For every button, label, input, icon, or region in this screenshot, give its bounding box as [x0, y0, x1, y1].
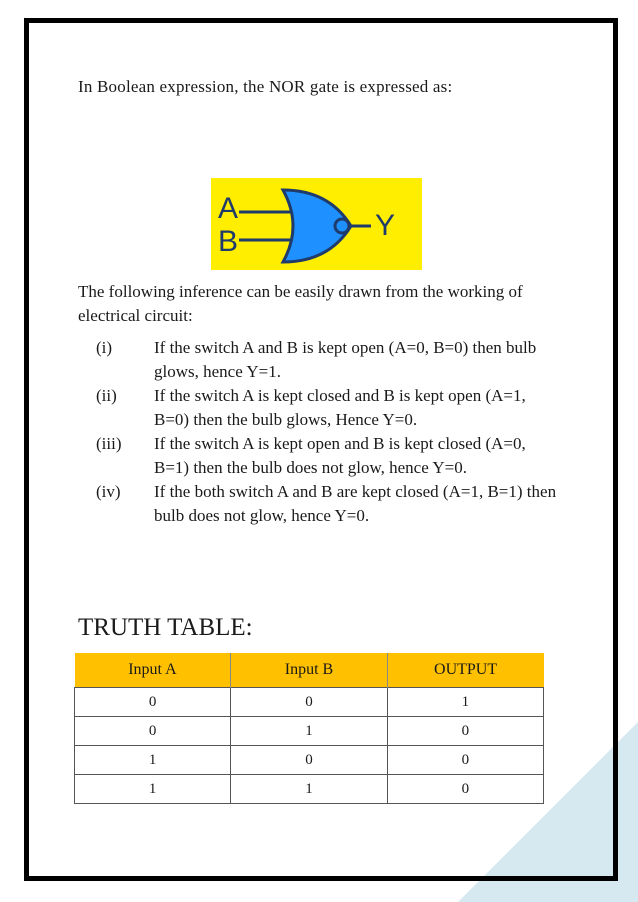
intro-text: In Boolean expression, the NOR gate is expressed as:	[78, 77, 453, 96]
list-item-text: If the switch A and B is kept open (A=0, B=0) then bulb glows, hence Y=1.	[154, 338, 537, 381]
list-item	[78, 384, 568, 432]
list-item-text: If the switch A is kept open and B is kept closed (A=0, B=1) then the bulb does not glow, hence Y=0.	[154, 434, 526, 477]
table-cell: 0	[231, 746, 387, 775]
inference-list	[78, 336, 568, 528]
table-cell: 0	[387, 775, 543, 804]
table-cell: 1	[231, 717, 387, 746]
table-cell: 1	[387, 688, 543, 717]
list-item-number: (iii)	[96, 434, 122, 453]
table-row	[75, 688, 544, 717]
table-cell: 0	[231, 688, 387, 717]
table-cell: 1	[231, 775, 387, 804]
gate-input-a-label: A	[218, 192, 239, 225]
list-item-number: (ii)	[96, 386, 117, 405]
list-item-number: (iv)	[96, 482, 121, 501]
gate-output-y-label: Y	[375, 209, 396, 242]
table-row	[75, 746, 544, 775]
truth-table	[74, 653, 544, 804]
list-item	[78, 336, 568, 384]
list-item	[78, 432, 568, 480]
table-cell: 1	[75, 775, 231, 804]
list-item-number: (i)	[96, 338, 113, 357]
table-row	[75, 717, 544, 746]
table-cell: 0	[387, 746, 543, 775]
table-header-row	[75, 653, 544, 688]
table-cell: 1	[75, 746, 231, 775]
list-item	[78, 480, 568, 528]
table-cell: 0	[75, 717, 231, 746]
inference-text: The following inference can be easily drawn from the working of electrical circuit:	[78, 282, 523, 325]
column-header: Input A	[75, 653, 231, 688]
table-cell: 0	[387, 717, 543, 746]
table-cell: 0	[75, 688, 231, 717]
list-item-text: If the switch A is kept closed and B is kept open (A=1, B=0) then the bulb glows, Hence Y=0.	[154, 386, 526, 429]
list-item-text: If the both switch A and B are kept closed (A=1, B=1) then bulb does not glow, hence Y=0.	[154, 482, 557, 525]
table-row	[75, 775, 544, 804]
nor-gate-diagram	[211, 178, 422, 270]
gate-input-b-label: B	[218, 225, 239, 258]
column-header: Input B	[231, 653, 387, 688]
column-header: OUTPUT	[387, 653, 543, 688]
truth-table-title: TRUTH TABLE:	[78, 614, 253, 641]
